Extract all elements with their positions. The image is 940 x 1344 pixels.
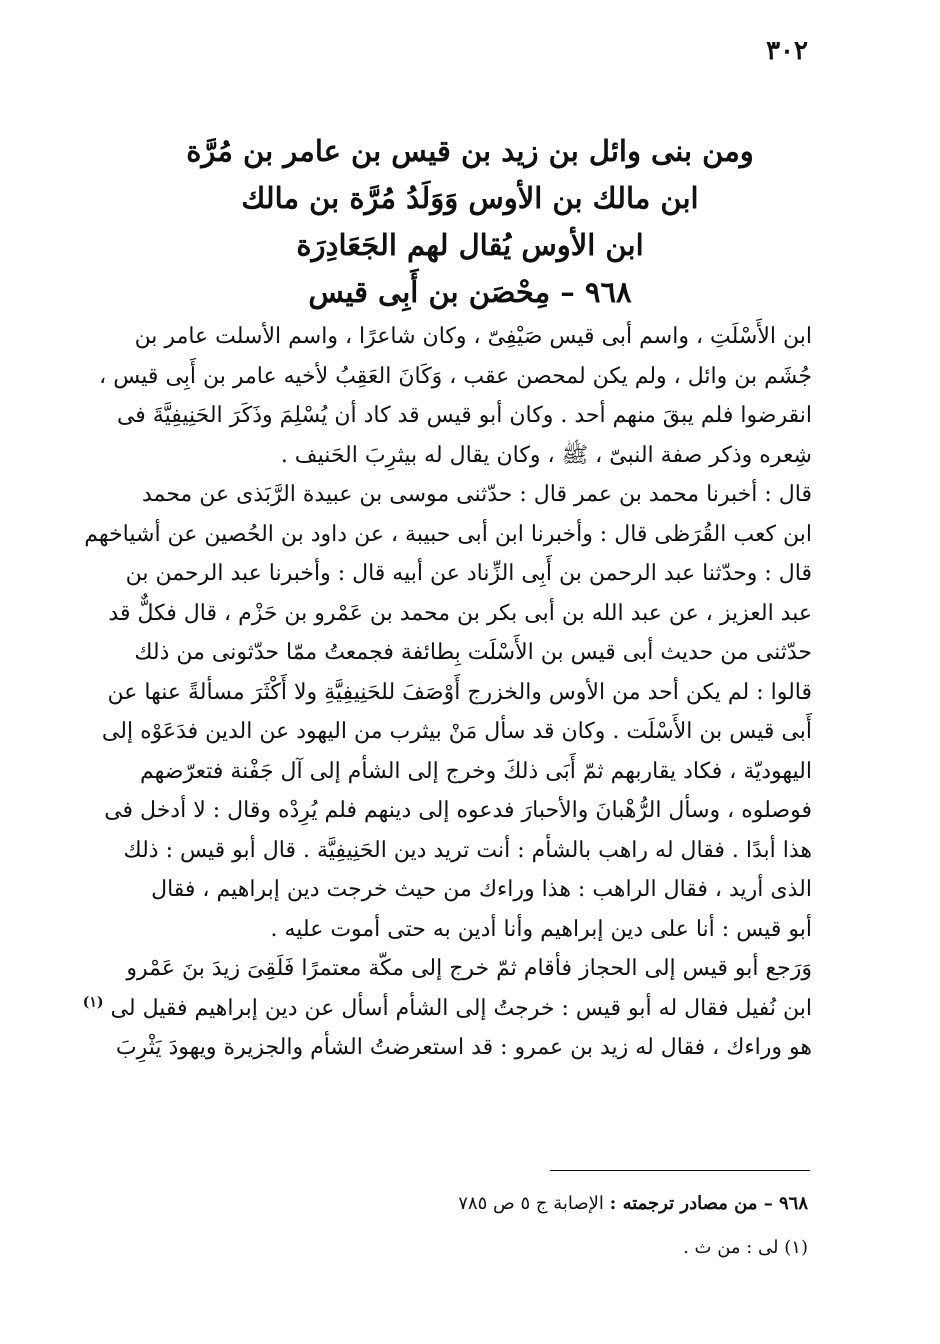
text-line: الذى أريد ، فقال الراهب : هذا وراءك من حيث خرجت دين إبراهيم ، فقال bbox=[151, 877, 812, 902]
text-line: وَرَجع أبو قيس إلى الحجاز فأقام ثمّ خرج إلى مكّة معتمرًا فَلَقِىَ زيدَ بنَ عَمْرو bbox=[126, 956, 812, 981]
text-line: اليهوديّة ، فكاد يقاربهم ثمّ أَبَى ذلكَ وخرج إلى الشأم إلى آل جَفْنة فتعرّضهم bbox=[140, 758, 812, 784]
text-line: هو وراءك ، فقال له زيد بن عمرو : قد استعرضتُ الشأم والجزيرة ويهودَ يَثْرِبَ bbox=[115, 1035, 812, 1060]
heading-line-3: ابن الأوس يُقال لهم الجَعَادِرَة bbox=[296, 228, 644, 262]
source-footnote bbox=[128, 1182, 808, 1226]
text-line: انقرضوا فلم يبقَ منهم أحد . وكان أبو قيس قد كاد أن يُسْلِمَ وذَكَرَ الحَنِيفِيَّةَ فى bbox=[116, 403, 812, 428]
text-line: أَبى قيس بن الأَسْلَت . وكان قد سأل مَنْ بيثرب من اليهود عن الدين فدَعَوْه إلى bbox=[101, 719, 812, 744]
section-heading bbox=[90, 128, 850, 316]
text-line: ابن كعب القُرَظى قال : وأخبرنا ابن أبى حبيبة ، عن داود بن الحُصين عن أشياخهم bbox=[84, 521, 812, 547]
text-line: فوصلوه ، وسأل الرُّهْبانَ والأحبارَ فدعوه إلى دينهم فلم يُرِدْه وقال : لا أدخل فى bbox=[104, 798, 812, 823]
footnotes bbox=[128, 1182, 808, 1270]
paragraph-2 bbox=[84, 475, 812, 949]
heading-line-1: ومن بنى وائل بن زيد بن قيس بن عامر بن مُرَّة bbox=[186, 134, 754, 168]
body-text bbox=[82, 317, 812, 1068]
paragraph-3 bbox=[82, 949, 812, 1068]
text-line: قال : أخبرنا محمد بن عمر قال : حدّثنى موسى بن عبيدة الرَّبَذى عن محمد bbox=[141, 482, 812, 507]
page-number: ٣٠٢ bbox=[766, 36, 808, 66]
text-line: أبو قيس : أنا على دين إبراهيم وأنا أدين به حتى أموت عليه . bbox=[270, 916, 812, 942]
text-line: جُشَم بن وائل ، ولم يكن لمحصن عقب ، وَكَانَ العَقِبُ لأخيه عامر بن أَبِى قيس ، bbox=[99, 363, 812, 389]
footnote-marker: (١) bbox=[82, 994, 104, 1011]
footnote-divider bbox=[550, 1170, 810, 1171]
paragraph-1 bbox=[99, 317, 812, 475]
source-label: ٩٦٨ – من مصادر ترجمته : bbox=[609, 1193, 808, 1214]
text-line: عبد العزيز ، عن عبد الله بن أبى بكر بن محمد بن عَمْرو بن حَزْم ، قال فكلٌّ قد bbox=[108, 600, 812, 626]
text-line: ابن نُفيل فقال له أبو قيس : خرجتُ إلى الشأم أسأل عن دين إبراهيم فقيل لى bbox=[110, 995, 812, 1021]
text-line: هذا أبدًا . فقال له راهب بالشأم : أنت تريد دين الحَنِيفِيَّة . قال أبو قيس : ذلك bbox=[123, 837, 812, 863]
text-line: حدّثنى من حديث أبى قيس بن الأَسْلَت بِطائفة فجمعتُ ممّا حدّثونى من ذلك bbox=[134, 640, 812, 665]
footnote-1: (١) لى : من ث . bbox=[683, 1237, 808, 1258]
text-line: شِعره وذكر صفة النبىّ ، ﷺ ، وكان يقال له بيثرِبَ الحَنيف . bbox=[280, 442, 812, 468]
heading-line-2: ابن مالك بن الأوس وَوَلَدُ مُرَّة بن مالك bbox=[241, 181, 699, 215]
text-line: قالوا : لم يكن أحد من الأوس والخزرج أَوْصَفَ للحَنِيفِيَّةِ ولا أَكْثَرَ مسألةً عنها عن bbox=[107, 679, 812, 705]
text-line-with-footnote bbox=[82, 989, 812, 1029]
entry-title: ٩٦٨ – مِحْصَن بن أَبِى قيس bbox=[308, 275, 632, 309]
text-line: ابن الأَسْلَتِ ، واسم أبى قيس صَيْفِىّ ، وكان شاعرًا ، واسم الأسلت عامر بن bbox=[134, 324, 812, 349]
source-text: الإصابة ج ٥ ص ٧٨٥ bbox=[458, 1193, 604, 1214]
text-line: قال : وحدّثنا عبد الرحمن بن أَبِى الزِّناد عن أبيه قال : وأخبرنا عبد الرحمن بن bbox=[125, 561, 812, 586]
